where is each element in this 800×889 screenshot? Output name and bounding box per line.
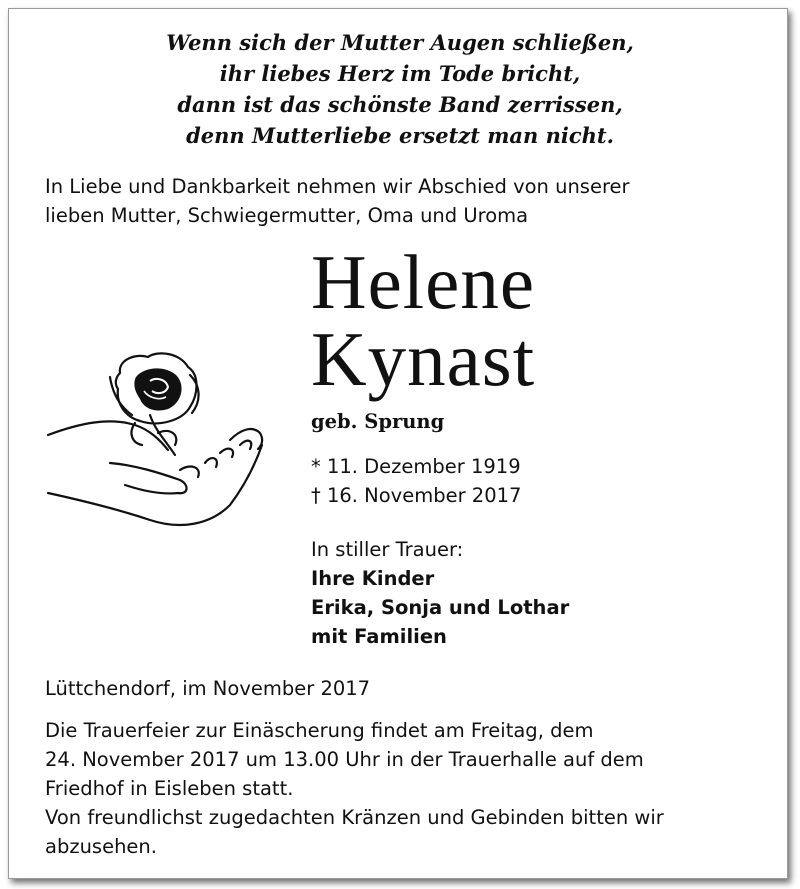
poem-line: dann ist das schönste Band zerrissen, xyxy=(177,92,623,117)
notice-line: Friedhof in Eisleben statt. xyxy=(45,777,294,800)
intro-line: lieben Mutter, Schwiegermutter, Oma und Uroma xyxy=(45,204,529,227)
mourners xyxy=(311,535,569,651)
poem xyxy=(0,27,800,151)
notice-line: abzusehen. xyxy=(45,835,157,858)
poem-line: ihr liebes Herz im Tode bricht, xyxy=(219,61,581,86)
maiden-name: geb. Sprung xyxy=(311,410,445,433)
hand-holding-rose-icon xyxy=(40,345,275,545)
notice-line: Von freundlichst zugedachten Kränzen und Gebinden bitten wir xyxy=(45,806,664,829)
poem-line: denn Mutterliebe ersetzt man nicht. xyxy=(186,123,614,148)
place-date: Lüttchendorf, im November 2017 xyxy=(45,677,371,700)
mourners-heading: In stiller Trauer: xyxy=(311,538,464,561)
poem-line: Wenn sich der Mutter Augen schließen, xyxy=(166,30,634,55)
deceased-name xyxy=(311,239,536,402)
mourners-line: Ihre Kinder xyxy=(311,567,435,590)
intro-line: In Liebe und Dankbarkeit nehmen wir Abschied von unserer xyxy=(45,175,630,198)
mourners-line: Erika, Sonja und Lothar xyxy=(311,596,570,619)
life-dates xyxy=(311,452,521,510)
death-date: † 16. November 2017 xyxy=(311,484,522,507)
first-name: Helene xyxy=(311,239,536,325)
intro-text xyxy=(45,172,630,230)
mourners-line: mit Familien xyxy=(311,625,447,648)
funeral-notice xyxy=(45,716,664,861)
birth-date: * 11. Dezember 1919 xyxy=(311,455,521,478)
notice-line: 24. November 2017 um 13.00 Uhr in der Trauerhalle auf dem xyxy=(45,748,644,771)
last-name: Kynast xyxy=(311,316,536,402)
notice-line: Die Trauerfeier zur Einäscherung findet am Freitag, dem xyxy=(45,719,594,742)
